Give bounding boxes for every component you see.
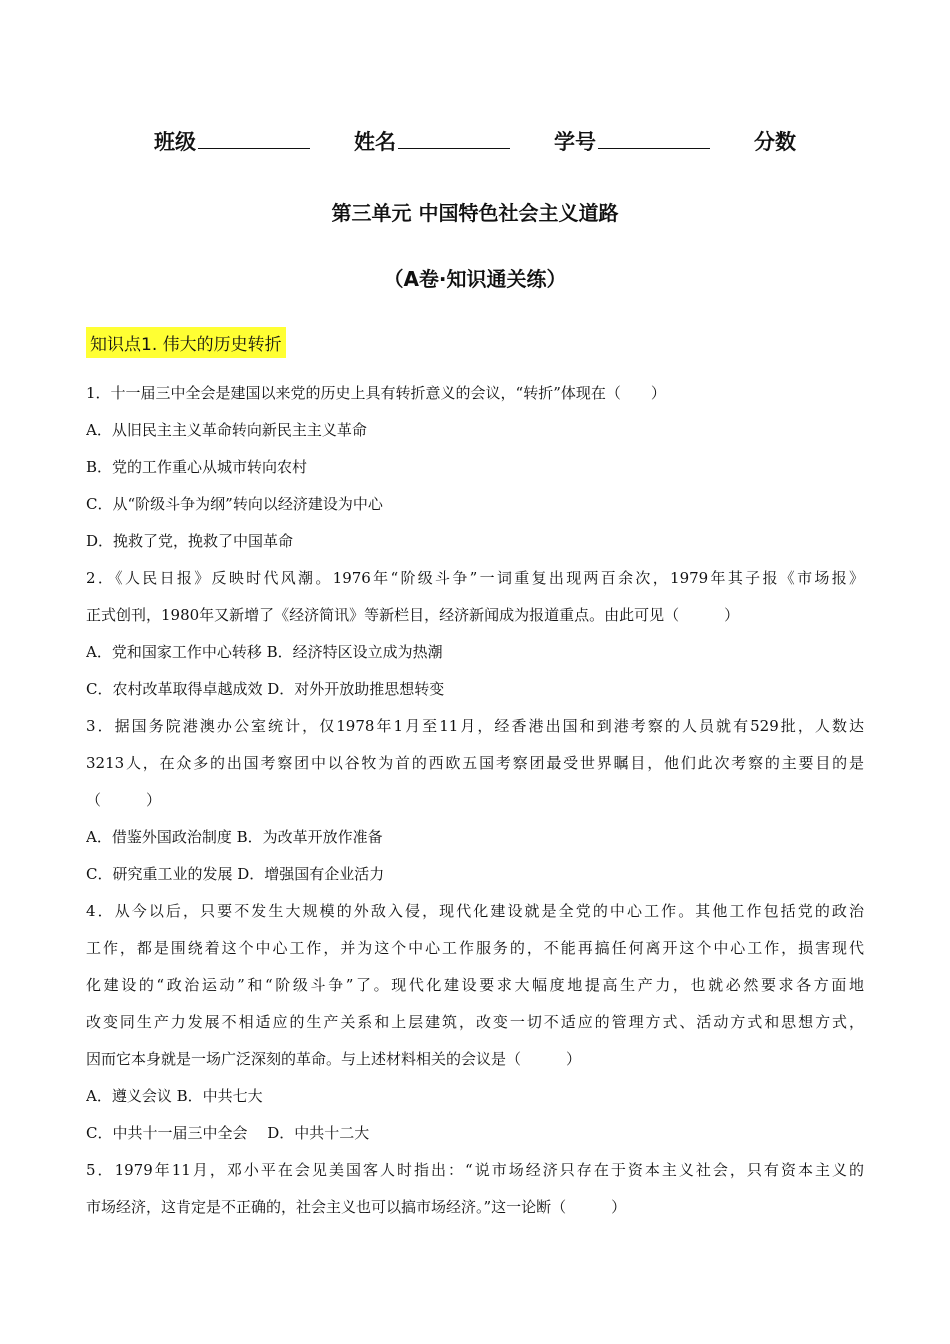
class-field <box>154 126 310 156</box>
question-5 <box>86 1152 864 1226</box>
name-field <box>354 126 510 156</box>
question-stem-line: 5．1979年11月，邓小平在会见美国客人时指出：“说市场经济只存在于资本主义社会，只有资本主义的 <box>86 1161 864 1179</box>
question-stem-line: 1．十一届三中全会是建国以来党的历史上具有转折意义的会议，“转折”体现在（ ） <box>86 384 666 402</box>
unit-title: 第三单元 中国特色社会主义道路 <box>331 201 619 225</box>
question-stem-line: 改变同生产力发展不相适应的生产关系和上层建筑，改变一切不适应的管理方式、活动方式和思想方式， <box>86 1013 864 1031</box>
question-stem-line: 正式创刊，1980年又新增了《经济简讯》等新栏目，经济新闻成为报道重点。由此可见（ ） <box>86 606 740 624</box>
question-stem-line: 3213人，在众多的出国考察团中以谷牧为首的西欧五国考察团最受世界瞩目，他们此次考察的主要目的是 <box>86 754 864 772</box>
question-stem-line: 工作，都是围绕着这个中心工作，并为这个中心工作服务的，不能再搞任何离开这个中心工作，损害现代 <box>86 939 864 957</box>
id-field <box>554 126 710 156</box>
class-blank <box>198 130 310 149</box>
question-4 <box>86 893 864 1152</box>
class-label: 班级 <box>154 130 196 154</box>
student-info-row <box>0 126 950 156</box>
question-1 <box>86 375 864 560</box>
score-label: 分数 <box>754 130 796 154</box>
answer-option: A．借鉴外国政治制度 B．为改革开放作准备 <box>86 828 383 846</box>
answer-option: C．研究重工业的发展 D．增强国有企业活力 <box>86 865 385 883</box>
question-stem-line: 因而它本身就是一场广泛深刻的革命。与上述材料相关的会议是（ ） <box>86 1050 582 1068</box>
answer-option: A．遵义会议 B．中共七大 <box>86 1087 263 1105</box>
question-stem-line: 3．据国务院港澳办公室统计，仅1978年1月至11月，经香港出国和到港考察的人员就有529批，人数达 <box>86 717 864 735</box>
score-field <box>754 126 796 156</box>
answer-option: A．党和国家工作中心转移 B．经济特区设立成为热潮 <box>86 643 443 661</box>
name-blank <box>398 130 510 149</box>
question-stem-line: 市场经济，这肯定是不正确的，社会主义也可以搞市场经济。”这一论断（ ） <box>86 1198 627 1216</box>
section-heading: 知识点1. 伟大的历史转折 <box>86 327 286 358</box>
name-label: 姓名 <box>354 130 396 154</box>
unit-subtitle: （A卷·知识通关练） <box>383 267 567 291</box>
question-2 <box>86 560 864 708</box>
id-label: 学号 <box>554 130 596 154</box>
question-list <box>86 375 864 1226</box>
question-stem-line: 4．从今以后，只要不发生大规模的外敌入侵，现代化建设就是全党的中心工作。其他工作包括党的政治 <box>86 902 864 920</box>
answer-option: B．党的工作重心从城市转向农村 <box>86 458 308 476</box>
answer-option: D．挽救了党，挽救了中国革命 <box>86 532 294 550</box>
question-stem-line: 2．《人民日报》反映时代风潮。1976年“阶级斗争”一词重复出现两百余次，1979年其子报《市场报》 <box>86 569 864 587</box>
id-blank <box>598 130 710 149</box>
question-3 <box>86 708 864 893</box>
answer-option: C．农村改革取得卓越成效 D．对外开放助推思想转变 <box>86 680 445 698</box>
answer-option: C．中共十一届三中全会 D．中共十二大 <box>86 1124 370 1142</box>
answer-option: A．从旧民主主义革命转向新民主主义革命 <box>86 421 367 439</box>
answer-option: C．从“阶级斗争为纲”转向以经济建设为中心 <box>86 495 383 513</box>
question-stem-line: 化建设的“政治运动”和“阶级斗争”了。现代化建设要求大幅度地提高生产力，也就必然要求各方面地 <box>86 976 864 994</box>
question-stem-line: （ ） <box>86 791 162 809</box>
